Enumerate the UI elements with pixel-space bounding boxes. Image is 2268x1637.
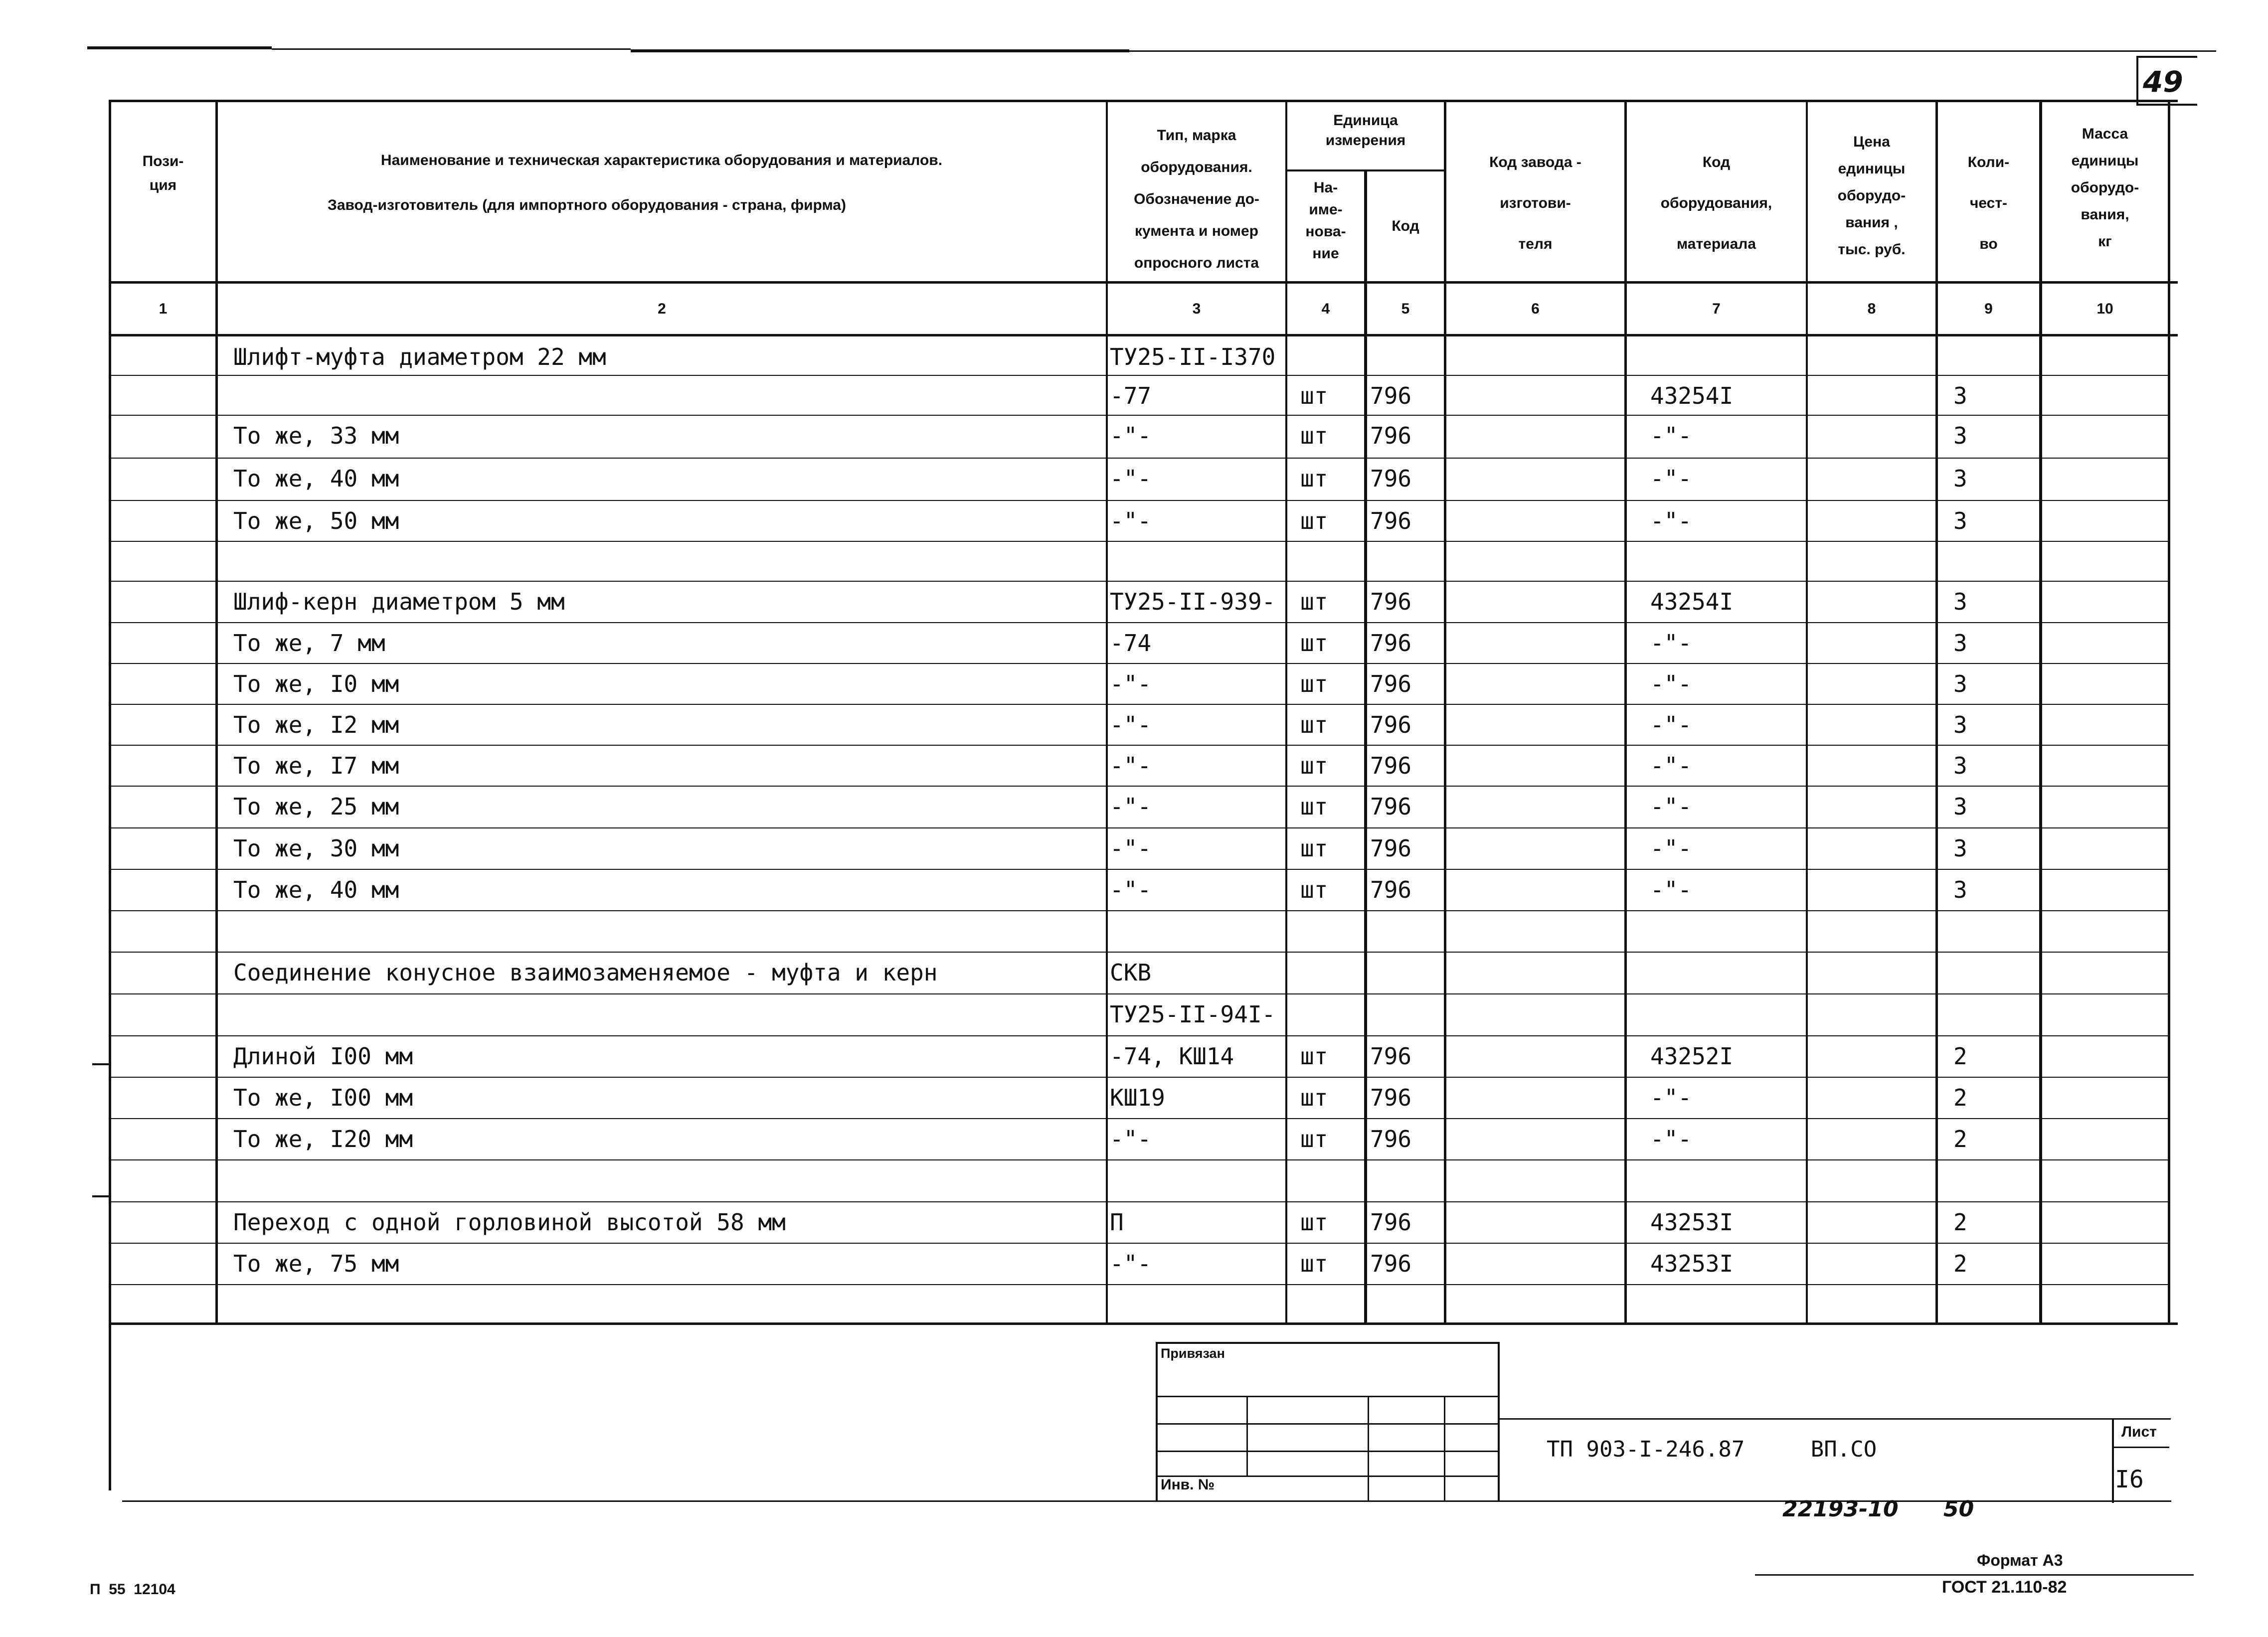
item-type: ТУ25-II-939- <box>1110 588 1276 615</box>
item-unit-code: 796 <box>1370 465 1412 492</box>
sheet-number: I6 <box>2115 1466 2144 1493</box>
item-quantity: 3 <box>1953 711 1967 738</box>
item-name: Длиной I00 мм <box>233 1043 413 1070</box>
item-unit: шт <box>1300 1250 1328 1277</box>
item-quantity: 3 <box>1953 835 1967 862</box>
item-unit-code: 796 <box>1370 793 1412 820</box>
item-unit: шт <box>1300 1043 1328 1070</box>
item-name: Соединение конусное взаимозаменяемое - муфта и керн <box>233 959 938 986</box>
item-type: -"- <box>1110 835 1152 862</box>
col-header-unit-name: На- име- нова- ние <box>1305 179 1346 262</box>
item-equipment-code: 43254I <box>1650 588 1734 615</box>
archive-number: 22193-10 <box>1782 1496 1899 1522</box>
col-header-type: Тип, марка оборудования. Обозначение до- кумента и номер опросного листа <box>1134 127 1259 271</box>
item-name: То же, I2 мм <box>233 711 399 738</box>
item-quantity: 3 <box>1953 422 1967 449</box>
item-unit: шт <box>1300 382 1328 409</box>
item-type: -"- <box>1110 465 1152 492</box>
item-unit-code: 796 <box>1370 1084 1412 1111</box>
item-name: То же, 75 мм <box>233 1250 399 1277</box>
item-unit-code: 796 <box>1370 835 1412 862</box>
item-unit: шт <box>1300 670 1328 697</box>
item-unit-code: 796 <box>1370 876 1412 903</box>
document-code: ТП 903-I-246.87 ВП.СО <box>1547 1437 1877 1462</box>
item-name: То же, 7 мм <box>233 630 385 656</box>
item-equipment-code: -"- <box>1650 711 1692 738</box>
left-code: П 55 12104 <box>90 1581 175 1598</box>
item-equipment-code: -"- <box>1650 1126 1692 1152</box>
item-equipment-code: -"- <box>1650 835 1692 862</box>
format-label: Формат А3 <box>1977 1551 2063 1569</box>
item-unit: шт <box>1300 793 1328 820</box>
item-unit-code: 796 <box>1370 1126 1412 1152</box>
item-unit-code: 796 <box>1370 382 1412 409</box>
item-equipment-code: -"- <box>1650 630 1692 656</box>
item-quantity: 3 <box>1953 876 1967 903</box>
item-name: То же, 30 мм <box>233 835 399 862</box>
col-header-name-line1: Наименование и техническая характеристика оборудования и материалов. <box>380 152 943 168</box>
col-header-unit-group: Единица измерения <box>1325 112 1406 149</box>
item-quantity: 3 <box>1953 793 1967 820</box>
item-quantity: 3 <box>1953 465 1967 492</box>
item-type: -"- <box>1110 1126 1152 1152</box>
item-unit: шт <box>1300 422 1328 449</box>
item-name: То же, 40 мм <box>233 876 399 903</box>
item-type: КШ19 <box>1110 1084 1165 1111</box>
col-header-name-line2: Завод-изготовитель (для импортного оборудования - страна, фирма) <box>328 197 846 213</box>
col-number-2: 2 <box>658 301 666 317</box>
item-equipment-code: 43253I <box>1650 1250 1734 1277</box>
item-equipment-code: -"- <box>1650 507 1692 534</box>
item-type: ТУ25-II-I370 <box>1110 343 1276 370</box>
item-type: -"- <box>1110 1250 1152 1277</box>
item-name: То же, I20 мм <box>233 1126 413 1152</box>
col-header-unit-code: Код <box>1392 218 1419 234</box>
item-equipment-code: -"- <box>1650 752 1692 779</box>
item-quantity: 2 <box>1953 1250 1967 1277</box>
item-unit-code: 796 <box>1370 630 1412 656</box>
item-quantity: 3 <box>1953 507 1967 534</box>
item-unit-code: 796 <box>1370 1250 1412 1277</box>
item-equipment-code: -"- <box>1650 670 1692 697</box>
item-equipment-code: -"- <box>1650 793 1692 820</box>
item-unit: шт <box>1300 711 1328 738</box>
item-unit-code: 796 <box>1370 752 1412 779</box>
col-number-1: 1 <box>159 301 168 317</box>
item-unit: шт <box>1300 465 1328 492</box>
col-header-equipment-code: Код оборудования, материала <box>1660 154 1772 252</box>
col-header-mass: Масса единицы оборудо- вания, кг <box>2071 126 2139 250</box>
col-number-4: 4 <box>1321 301 1330 317</box>
item-type: П <box>1110 1209 1124 1236</box>
page-number: 49 <box>2143 65 2183 99</box>
item-type: -"- <box>1110 876 1152 903</box>
item-name: Переход с одной горловиной высотой 58 мм <box>233 1209 786 1236</box>
item-name: То же, 40 мм <box>233 465 399 492</box>
item-quantity: 2 <box>1953 1084 1967 1111</box>
archive-sheet: 50 <box>1943 1496 1974 1522</box>
item-type: -77 <box>1110 382 1152 409</box>
col-number-8: 8 <box>1867 301 1876 317</box>
item-quantity: 2 <box>1953 1209 1967 1236</box>
item-name: То же, 33 мм <box>233 422 399 449</box>
item-quantity: 3 <box>1953 630 1967 656</box>
item-unit-code: 796 <box>1370 422 1412 449</box>
item-name: То же, 25 мм <box>233 793 399 820</box>
item-equipment-code: 43254I <box>1650 382 1734 409</box>
item-type: -"- <box>1110 793 1152 820</box>
item-name: То же, I0 мм <box>233 670 399 697</box>
item-name: То же, 50 мм <box>233 507 399 534</box>
item-name: Шлиф-керн диаметром 5 мм <box>233 588 565 615</box>
item-equipment-code: 43253I <box>1650 1209 1734 1236</box>
item-quantity: 3 <box>1953 670 1967 697</box>
item-quantity: 2 <box>1953 1043 1967 1070</box>
stamp-inventory-label: Инв. № <box>1161 1476 1215 1493</box>
item-type: -74, КШ14 <box>1110 1043 1234 1070</box>
item-equipment-code: -"- <box>1650 876 1692 903</box>
col-header-factory-code: Код завода - изготови- теля <box>1489 154 1581 252</box>
col-number-3: 3 <box>1192 301 1201 317</box>
item-unit-code: 796 <box>1370 670 1412 697</box>
item-quantity: 3 <box>1953 382 1967 409</box>
item-equipment-code: 43252I <box>1650 1043 1734 1070</box>
item-type: -"- <box>1110 670 1152 697</box>
item-unit-code: 796 <box>1370 711 1412 738</box>
item-type: СКВ <box>1110 959 1152 986</box>
item-quantity: 2 <box>1953 1126 1967 1152</box>
col-header-position: Пози- ция <box>142 153 184 193</box>
col-header-quantity: Коли- чест- во <box>1967 154 2010 252</box>
item-unit: шт <box>1300 507 1328 534</box>
item-unit: шт <box>1300 588 1328 615</box>
col-number-7: 7 <box>1712 301 1721 317</box>
item-unit-code: 796 <box>1370 1043 1412 1070</box>
item-unit-code: 796 <box>1370 588 1412 615</box>
item-equipment-code: -"- <box>1650 465 1692 492</box>
item-type: -74 <box>1110 630 1152 656</box>
item-type: ТУ25-II-94I- <box>1110 1001 1276 1028</box>
col-header-price: Цена единицы оборудо- вания , тыс. руб. <box>1837 134 1906 258</box>
item-unit: шт <box>1300 1084 1328 1111</box>
item-type: -"- <box>1110 711 1152 738</box>
sheet-label: Лист <box>2121 1424 2157 1440</box>
item-name: То же, I7 мм <box>233 752 399 779</box>
item-unit: шт <box>1300 835 1328 862</box>
stamp-linked-label: Привязан <box>1161 1346 1225 1361</box>
item-unit: шт <box>1300 1126 1328 1152</box>
item-unit: шт <box>1300 752 1328 779</box>
item-name: Шлифт-муфта диаметром 22 мм <box>233 343 606 370</box>
item-equipment-code: -"- <box>1650 1084 1692 1111</box>
item-unit-code: 796 <box>1370 507 1412 534</box>
item-unit-code: 796 <box>1370 1209 1412 1236</box>
item-equipment-code: -"- <box>1650 422 1692 449</box>
item-type: -"- <box>1110 752 1152 779</box>
item-quantity: 3 <box>1953 588 1967 615</box>
item-name: То же, I00 мм <box>233 1084 413 1111</box>
item-quantity: 3 <box>1953 752 1967 779</box>
col-number-5: 5 <box>1401 301 1410 317</box>
col-number-10: 10 <box>2096 301 2113 317</box>
col-number-6: 6 <box>1531 301 1540 317</box>
item-unit: шт <box>1300 1209 1328 1236</box>
item-unit: шт <box>1300 876 1328 903</box>
item-unit: шт <box>1300 630 1328 656</box>
gost-label: ГОСТ 21.110-82 <box>1942 1578 2067 1597</box>
item-type: -"- <box>1110 507 1152 534</box>
item-type: -"- <box>1110 422 1152 449</box>
col-number-9: 9 <box>1984 301 1993 317</box>
